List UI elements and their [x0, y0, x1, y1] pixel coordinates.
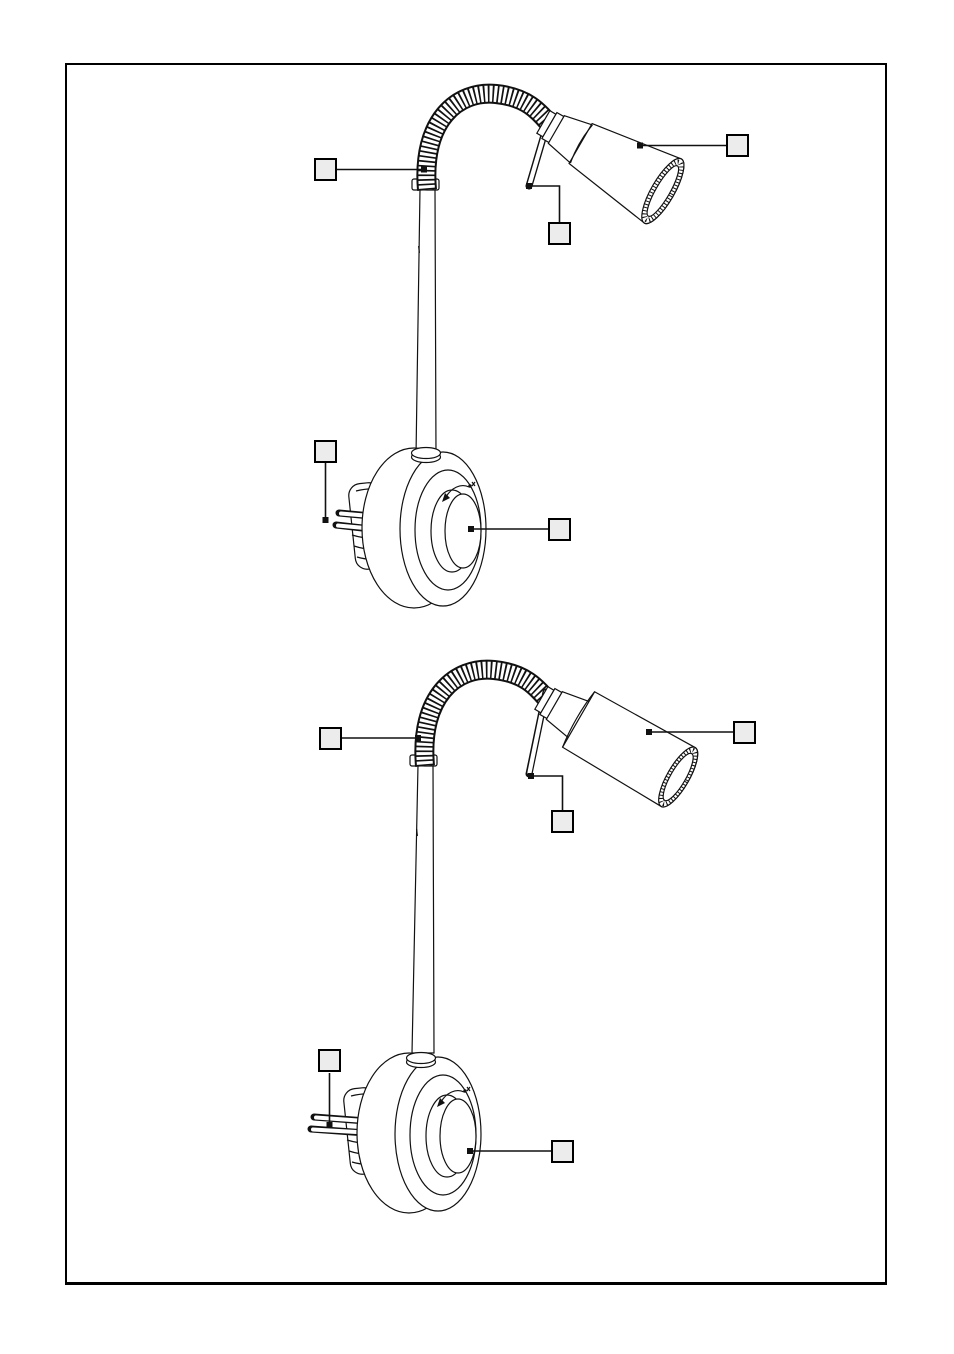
callout-box-lamp-shade-2	[733, 721, 756, 744]
dimmer-knob	[426, 1095, 476, 1177]
figure-conical-lamp	[323, 90, 727, 608]
figure-cylindrical-lamp	[311, 669, 733, 1213]
plug-base	[336, 448, 486, 609]
anchor-dimmer-knob	[467, 1148, 473, 1154]
anchor-dimmer-knob	[468, 526, 474, 532]
callout-box-adjustment-lever-1	[548, 222, 571, 245]
anchor-flexible-arm	[415, 735, 421, 741]
callout-box-mains-plug-2	[318, 1049, 341, 1072]
callout-box-flexible-arm-2	[319, 727, 342, 750]
stem-tube	[412, 765, 434, 1053]
shade-assembly	[525, 90, 691, 229]
shade-assembly	[524, 669, 704, 812]
callout-box-mains-plug-1	[314, 440, 337, 463]
callout-box-dimmer-knob-1	[548, 518, 571, 541]
anchor-mains-plug	[323, 517, 329, 523]
anchor-flexible-arm	[421, 167, 427, 173]
anchor-mains-plug	[327, 1122, 333, 1128]
anchor-lamp-shade	[646, 729, 652, 735]
stem-tube	[416, 189, 436, 456]
callout-box-dimmer-knob-2	[551, 1140, 574, 1163]
callout-box-lamp-shade-1	[726, 134, 749, 157]
anchor-lamp-shade	[637, 143, 643, 149]
anchor-adjustment-lever	[528, 773, 534, 779]
flexible-gooseneck	[410, 670, 550, 766]
callout-box-adjustment-lever-2	[551, 810, 574, 833]
callout-box-flexible-arm-1	[314, 158, 337, 181]
anchor-adjustment-lever	[526, 183, 532, 189]
plug-base	[311, 1053, 481, 1214]
